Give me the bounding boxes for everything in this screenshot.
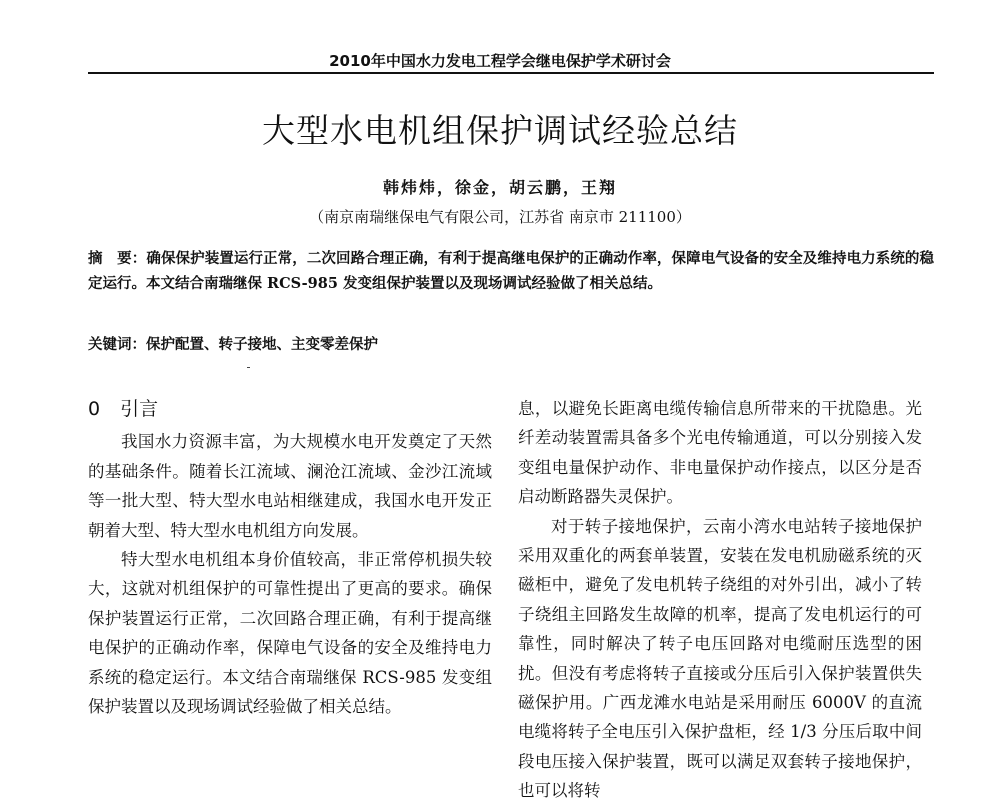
paragraph: 我国水力资源丰富，为大规模水电开发奠定了天然的基础条件。随着长江流域、澜沧江流域、金沙江流域等一批大型、特大型水电站相继建成，我国水电开发正朝着大型、特大型水电机组方向发展。 (88, 432, 492, 540)
header-rule (88, 72, 934, 74)
abstract-text: 确保保护装置运行正常，二次回路合理正确，有利于提高继电保护的正确动作率，保障电气设备的安全及维持电力系统的稳定运行。本文结合南瑞继保 RCS-985 发变组保护装置以及现场调试经验做了相关总结。 (88, 250, 935, 292)
affiliation: （南京南瑞继保电气有限公司，江苏省 南京市 211100） (309, 208, 691, 226)
paragraph-continuation: 息，以避免长距离电缆传输信息所带来的干扰隐患。光纤差动装置需具备多个光电传输通道，可以分别接入发变组电量保护动作、非电量保护动作接点，以区分是否启动断路器失灵保护。 (518, 399, 922, 507)
keywords-label: 关键词： (88, 336, 146, 353)
right-column (518, 394, 922, 806)
paragraph: 对于转子接地保护，云南小湾水电站转子接地保护采用双重化的两套单装置，安装在发电机励磁系统的灭磁柜中，避免了发电机转子绕组的对外引出，减小了转子绕组主回路发生故障的机率，提高了发电机运行的可靠性，同时解决了转子电压回路对电缆耐压选型的困扰。但没有考虑将转子直接或分压后引入保护装置供失磁保护用。广西龙滩水电站是采用耐压 6000V 的直流电缆将转子全电压引入保护盘柜，经 1/3 分压后取中间段电压接入保护装置，既可以满足双套转子接地保护，也可以将转 (518, 516, 922, 801)
section-title: 引言 (120, 398, 159, 420)
section-heading (88, 395, 492, 424)
paper-title: 大型水电机组保护调试经验总结 (262, 111, 738, 150)
scan-speck (247, 367, 250, 368)
running-head: 2010年中国水力发电工程学会继电保护学术研讨会 (329, 52, 671, 70)
paragraph: 特大型水电机组本身价值较高，非正常停机损失较大，这就对机组保护的可靠性提出了更高的要求。确保保护装置运行正常，二次回路合理正确，有利于提高继电保护的正确动作率，保障电气设备的安全及维持电力系统的稳定运行。本文结合南瑞继保 RCS-985 发变组保护装置以及现场调试经验做了相关总结。 (88, 550, 492, 717)
keywords (88, 333, 934, 354)
keywords-text: 保护配置、转子接地、主变零差保护 (146, 336, 378, 353)
authors: 韩炜炜，徐金，胡云鹏，王翔 (382, 178, 617, 197)
section-number: 0 (88, 398, 101, 420)
abstract (88, 246, 934, 296)
abstract-label: 摘 要： (88, 250, 147, 267)
left-column (88, 395, 492, 721)
